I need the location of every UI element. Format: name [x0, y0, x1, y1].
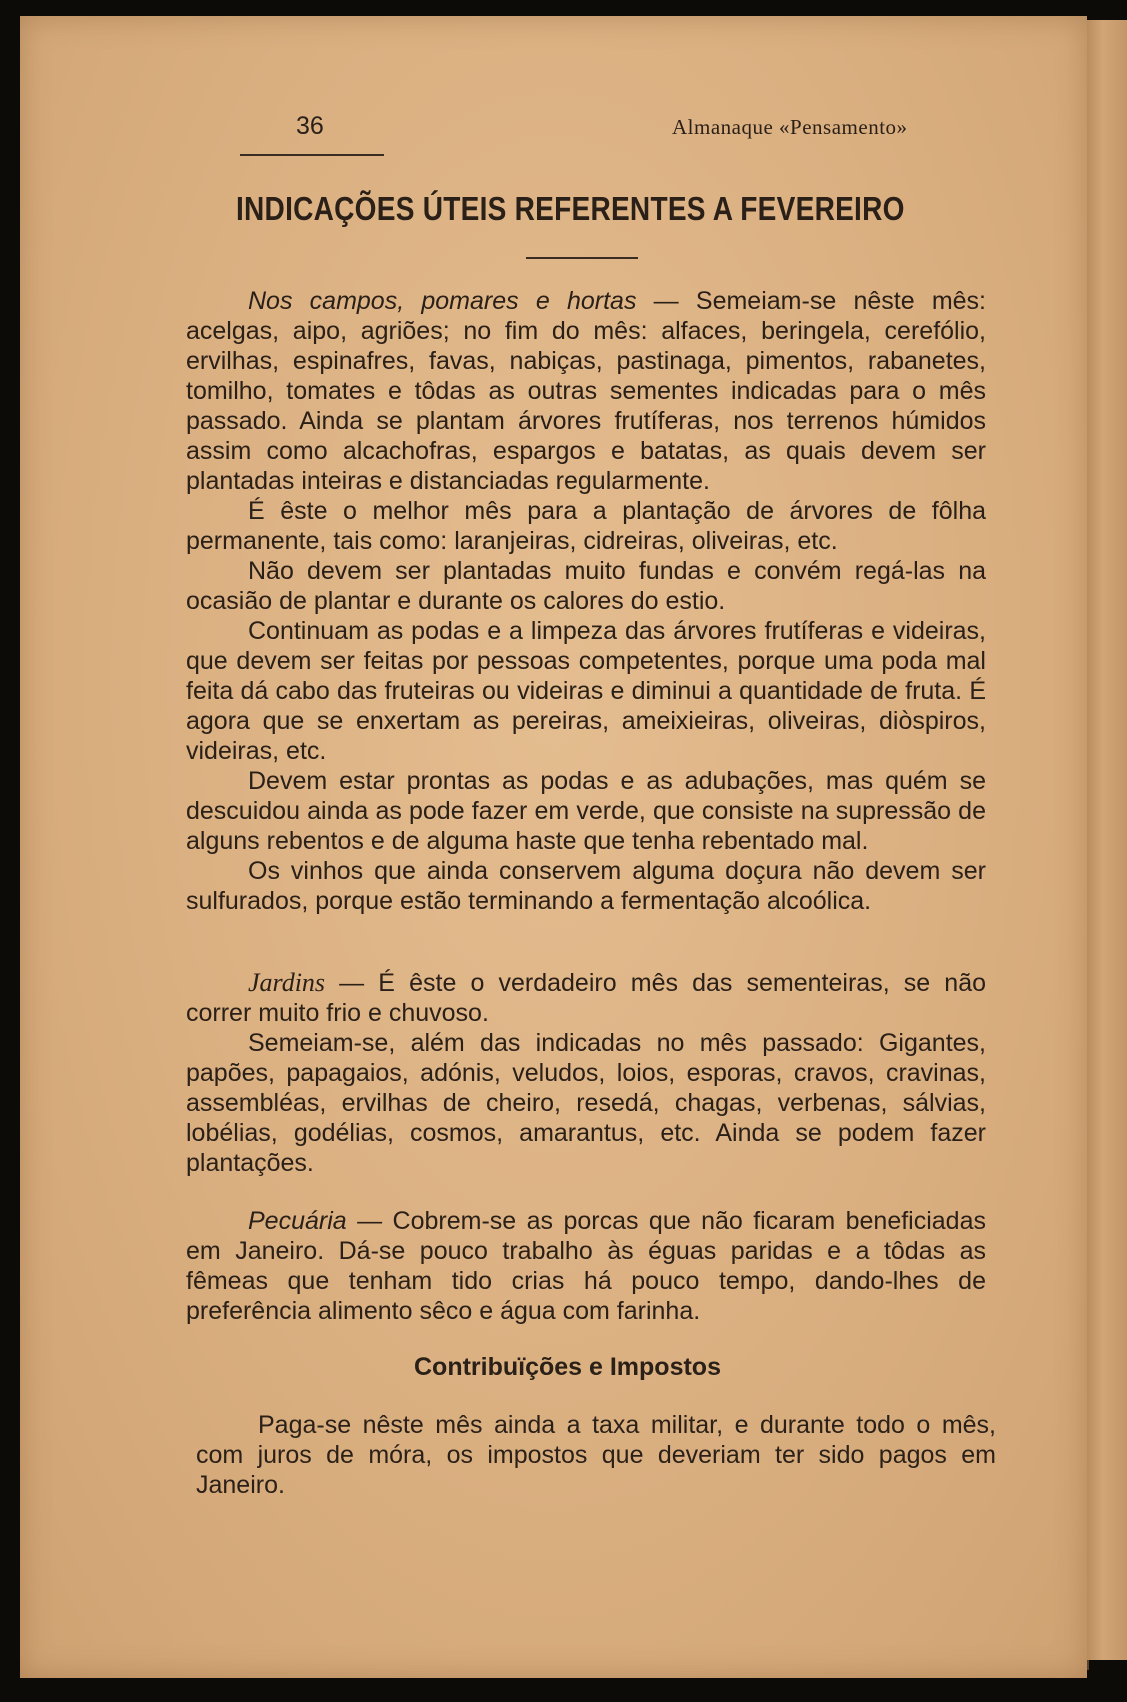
- section-lead: Jardins: [248, 968, 326, 997]
- paragraph-text: — Semeiam-se nêste mês: acelgas, aipo, agriões; no fim do mês: alfaces, beringela, cerefólio, ervilhas, espinafres, favas, nabiças, pastinaga, pimentos, rabanetes, tomilho, tomates e tôdas as outras sementes indicadas para o mês passado. Ainda se plantam árvores frutíferas, nos terrenos húmidos assim como alcachofras, espargos e batatas, as quais devem ser plantadas inteiras e distanciadas regularmente.: [186, 287, 986, 495]
- section-impostos: [196, 1410, 996, 1500]
- section-lead: Pecuária: [248, 1207, 347, 1235]
- book-spine: [1087, 20, 1127, 1660]
- paragraph: Paga-se nêste mês ainda a taxa militar, e durante todo o mês, com juros de móra, os impostos que deveriam ter sido pagos em Janeiro.: [196, 1411, 996, 1499]
- header-rule: [240, 154, 384, 156]
- paragraph: Devem estar prontas as podas e as adubações, mas quém se descuidou ainda as pode fazer em verde, que consiste na supressão de alguns rebentos e de alguma haste que tenha rebentado mal.: [186, 767, 986, 855]
- paragraph: Não devem ser plantadas muito fundas e convém regá-las na ocasião de plantar e durante os calores do estio.: [186, 557, 986, 615]
- paragraph: É êste o melhor mês para a plantação de árvores de fôlha permanente, tais como: laranjeiras, cidreiras, oliveiras, etc.: [186, 497, 986, 555]
- section-lead: Nos campos, pomares e hortas: [248, 287, 637, 315]
- paragraph: [186, 286, 986, 496]
- page-number: 36: [296, 112, 324, 140]
- paragraph: [186, 968, 986, 1028]
- paragraph: Semeiam-se, além das indicadas no mês passado: Gigantes, papões, papagaios, adónis, veludos, loios, esporas, cravos, cravinas, assembléas, ervilhas de cheiro, resedá, chagas, verbenas, sálvias, lobélias, godélias, cosmos, amarantus, etc. Ainda se podem fazer plantações.: [186, 1029, 986, 1177]
- section-pecuaria: [186, 1206, 986, 1326]
- title-rule: [526, 257, 638, 259]
- paragraph-text: — Cobrem-se as porcas que não ficaram beneficiadas em Janeiro. Dá-se pouco trabalho às éguas paridas e a tôdas as fêmeas que tenham tido crias há pouco tempo, dando-lhes de preferência alimento sêco e água com farinha.: [186, 1207, 986, 1325]
- section-jardins: [186, 968, 986, 1178]
- page-title: INDICAÇÕES ÚTEIS REFERENTES A FEVEREIRO: [236, 190, 905, 227]
- paragraph: Os vinhos que ainda conservem alguma doçura não devem ser sulfurados, porque estão terminando a fermentação alcoólica.: [186, 857, 986, 915]
- subsection-title: Contribuïções e Impostos: [414, 1353, 721, 1381]
- paragraph-text: — É êste o verdadeiro mês das sementeiras, se não correr muito frio e chuvoso.: [186, 969, 986, 1027]
- paragraph: [186, 1206, 986, 1326]
- running-title: Almanaque «Pensamento»: [672, 115, 908, 139]
- section-campos: [186, 286, 986, 916]
- paragraph: Continuam as podas e a limpeza das árvores frutíferas e videiras, que devem ser feitas por pessoas competentes, porque uma poda mal feita dá cabo das fruteiras ou videiras e diminui a quantidade de fruta. É agora que se enxertam as pereiras, ameixieiras, oliveiras, diòspiros, videiras, etc.: [186, 617, 986, 765]
